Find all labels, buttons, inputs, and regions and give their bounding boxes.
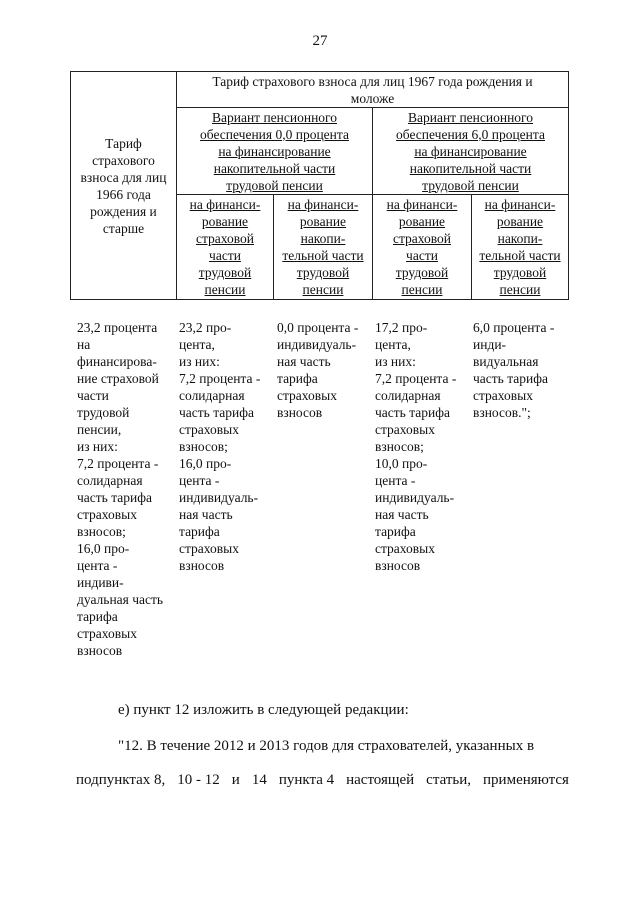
- p12-line-2: [76, 772, 569, 789]
- sub-insurance-1-text: на финанси- рование страховой части трудовой пенсии: [189, 197, 261, 297]
- p12-word: 14: [251, 772, 267, 788]
- value-col-funded-2: 6,0 процента - инди- видуальная часть тарифа страховых взносов.";: [473, 320, 555, 420]
- sub-funded-1-cell: [274, 195, 372, 299]
- table-border-right: [568, 71, 569, 300]
- sub-funded-2-text: на финанси- рование накопи- тельной части трудовой пенсии: [479, 197, 561, 297]
- value-col-insurance-2: 17,2 про- цента, из них: 7,2 процента - солидарная часть тарифа страховых взносов; 10,0 про- цента - индивидуаль- ная часть тарифа страховых взносов: [375, 320, 457, 573]
- header-younger-text: Тариф страхового взноса для лиц 1967 года рождения и моложе: [212, 73, 533, 106]
- sub-insurance-2-text: на финанси- рование страховой части трудовой пенсии: [386, 197, 458, 297]
- value-col-insurance-1: 23,2 про- цента, из них: 7,2 процента - солидарная часть тарифа страховых взносов; 16,0 про- цента - индивидуаль- ная часть тарифа страховых взносов: [179, 320, 261, 573]
- page-number: 27: [312, 33, 328, 49]
- p12-word: подпунктах 8,: [76, 772, 166, 788]
- variant-60-cell: [373, 108, 568, 194]
- item-e-paragraph: е) пункт 12 изложить в следующей редакции:: [118, 702, 409, 718]
- p12-line-1: "12. В течение 2012 и 2013 годов для страхователей, указанных в: [118, 738, 535, 754]
- p12-word: статьи,: [426, 772, 472, 788]
- variant-00-text: Вариант пенсионного обеспечения 0,0 процента на финансирование накопительной части трудовой пенсии: [200, 109, 349, 193]
- sub-funded-2-cell: [472, 195, 568, 299]
- value-col-funded-1: 0,0 процента - индивидуаль- ная часть тарифа страховых взносов: [277, 320, 359, 420]
- header-older-text: Тариф страхового взноса для лиц 1966 года рождения и старше: [80, 135, 167, 236]
- p12-word: настоящей: [346, 772, 415, 788]
- variant-00-cell: [177, 108, 372, 194]
- sub-insurance-1-cell: [177, 195, 273, 299]
- p12-word: и: [231, 772, 240, 788]
- header-older-cell: [71, 72, 176, 299]
- variant-60-text: Вариант пенсионного обеспечения 6,0 процента на финансирование накопительной части трудовой пенсии: [396, 109, 545, 193]
- p12-word: 10 - 12: [177, 772, 220, 788]
- p12-word: применяются: [483, 772, 569, 788]
- tariff-table-header: [70, 71, 569, 300]
- table-border-bottom: [70, 299, 569, 300]
- header-younger-cell: [177, 72, 568, 107]
- value-col-older: 23,2 процента на финансирова- ние страховой части трудовой пенсии, из них: 7,2 процента - солидарная часть тарифа страховых взносов; 16,0 про- цента - индиви- дуальная часть тарифа страховых взносов: [77, 320, 164, 658]
- p12-word: пункта 4: [278, 772, 335, 788]
- sub-funded-1-text: на финанси- рование накопи- тельной части трудовой пенсии: [282, 197, 364, 297]
- sub-insurance-2-cell: [373, 195, 471, 299]
